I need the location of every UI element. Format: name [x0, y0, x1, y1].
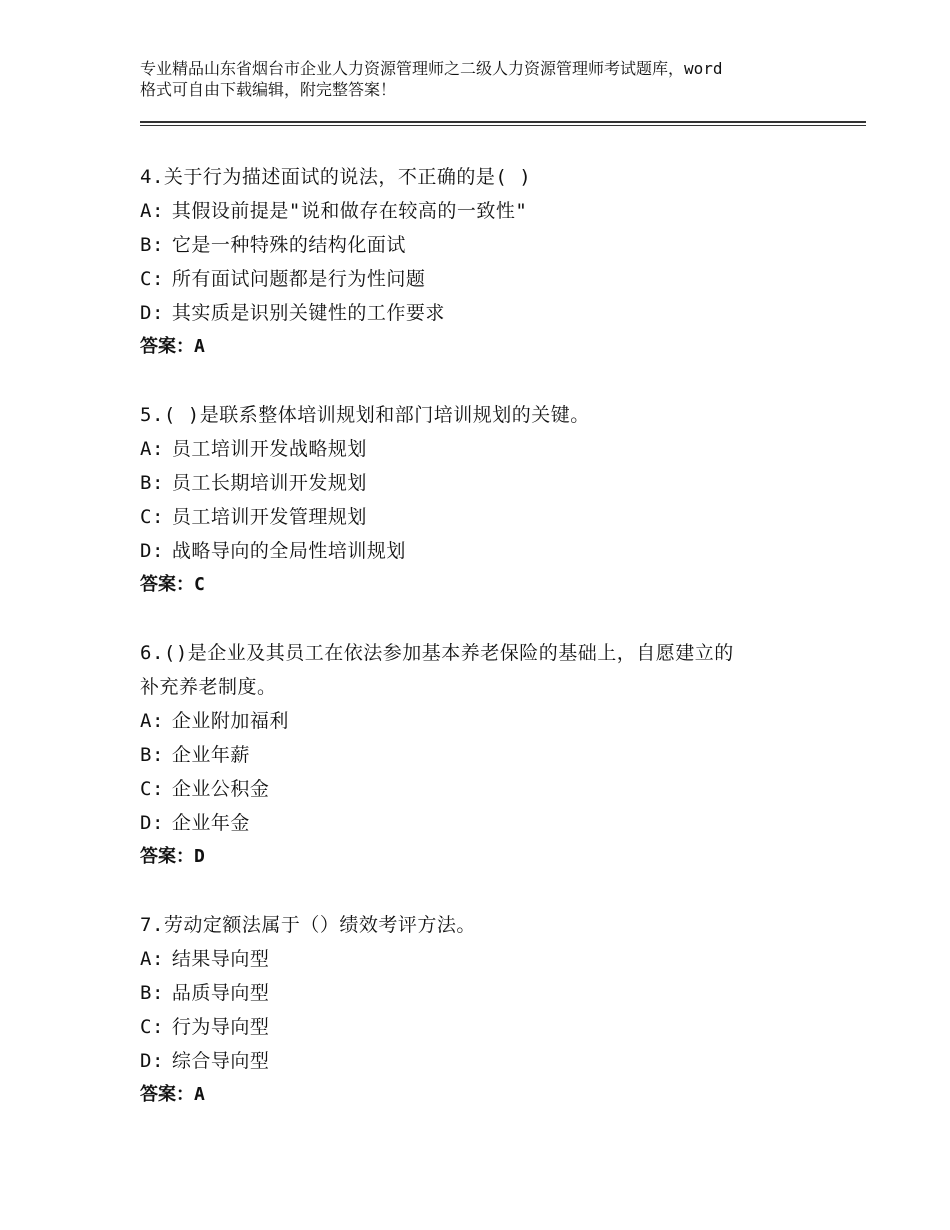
option-a [140, 704, 840, 738]
option-c [140, 1010, 840, 1044]
option-key: A: [140, 200, 164, 222]
document-header [140, 58, 830, 100]
option-d [140, 534, 840, 568]
question-stem-line-1: 6.()是企业及其员工在依法参加基本养老保险的基础上，自愿建立的 [140, 642, 734, 664]
option-key: C: [140, 778, 164, 800]
question-5 [140, 398, 840, 602]
question-7 [140, 908, 840, 1112]
option-text: 综合导向型 [171, 1050, 270, 1072]
question-spacer [140, 602, 840, 636]
option-b [140, 228, 840, 262]
header-divider-thick [140, 121, 866, 123]
option-a [140, 432, 840, 466]
question-spacer [140, 874, 840, 908]
option-text: 其假设前提是"说和做存在较高的一致性" [171, 200, 528, 222]
option-b [140, 738, 840, 772]
option-text: 企业公积金 [171, 778, 270, 800]
option-key: D: [140, 302, 164, 324]
option-c [140, 772, 840, 806]
question-stem: 4.关于行为描述面试的说法，不正确的是( ) [140, 166, 532, 188]
option-text: 企业附加福利 [171, 710, 289, 732]
option-text: 所有面试问题都是行为性问题 [171, 268, 426, 290]
option-key: A: [140, 438, 164, 460]
option-text: 行为导向型 [171, 1016, 270, 1038]
option-text: 战略导向的全局性培训规划 [171, 540, 406, 562]
option-key: D: [140, 812, 164, 834]
option-key: D: [140, 1050, 164, 1072]
option-text: 结果导向型 [171, 948, 270, 970]
option-b [140, 466, 840, 500]
option-key: C: [140, 1016, 164, 1038]
header-line-1: 专业精品山东省烟台市企业人力资源管理师之二级人力资源管理师考试题库，word [140, 59, 723, 78]
option-text: 它是一种特殊的结构化面试 [171, 234, 406, 256]
answer-label: 答案：A [140, 336, 205, 357]
option-text: 员工长期培训开发规划 [171, 472, 367, 494]
option-text: 品质导向型 [171, 982, 270, 1004]
option-text: 员工培训开发管理规划 [171, 506, 367, 528]
question-4 [140, 160, 840, 364]
question-list [140, 160, 840, 1112]
option-key: B: [140, 982, 164, 1004]
option-key: A: [140, 710, 164, 732]
option-text: 企业年金 [171, 812, 250, 834]
answer-label: 答案：A [140, 1084, 205, 1105]
header-line-2: 格式可自由下载编辑，附完整答案！ [140, 80, 397, 99]
option-key: B: [140, 234, 164, 256]
option-text: 企业年薪 [171, 744, 250, 766]
question-spacer [140, 364, 840, 398]
question-stem: 7.劳动定额法属于（）绩效考评方法。 [140, 914, 476, 936]
option-b [140, 976, 840, 1010]
option-c [140, 262, 840, 296]
option-key: C: [140, 268, 164, 290]
option-d [140, 806, 840, 840]
option-text: 其实质是识别关键性的工作要求 [171, 302, 445, 324]
option-d [140, 296, 840, 330]
option-key: A: [140, 948, 164, 970]
option-a [140, 194, 840, 228]
question-6 [140, 636, 840, 874]
answer-label: 答案：D [140, 846, 205, 867]
option-d [140, 1044, 840, 1078]
answer-label: 答案：C [140, 574, 205, 595]
option-a [140, 942, 840, 976]
option-key: B: [140, 744, 164, 766]
option-key: B: [140, 472, 164, 494]
option-c [140, 500, 840, 534]
header-divider-thin [140, 125, 866, 126]
option-key: D: [140, 540, 164, 562]
option-key: C: [140, 506, 164, 528]
question-stem: 5.( )是联系整体培训规划和部门培训规划的关键。 [140, 404, 590, 426]
option-text: 员工培训开发战略规划 [171, 438, 367, 460]
question-stem-line-2: 补充养老制度。 [140, 676, 277, 698]
